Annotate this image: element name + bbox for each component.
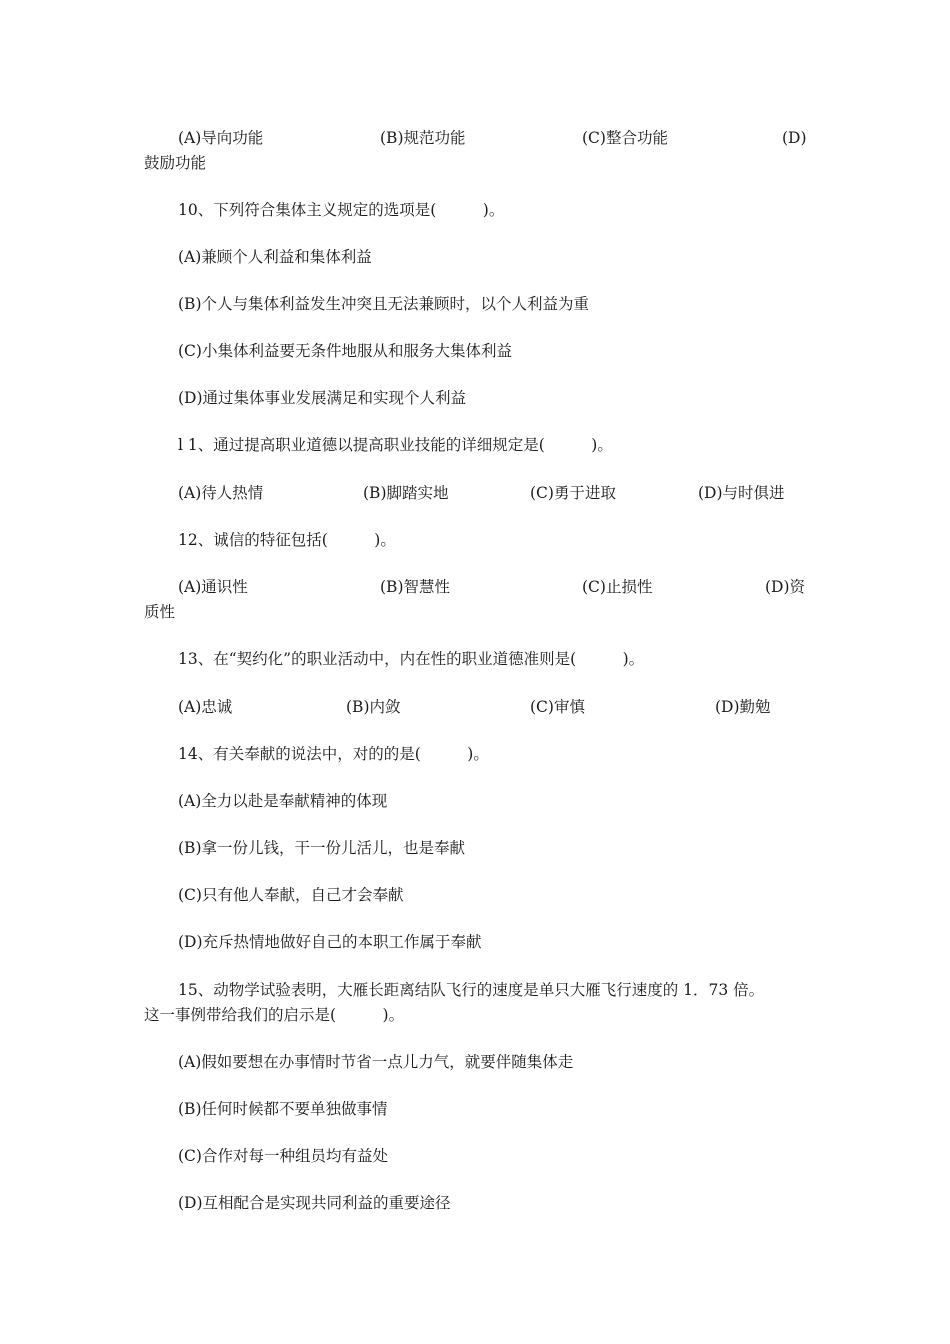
q13-option-c: (C)审慎 <box>530 698 585 716</box>
q12-option-a: (A)通识性 <box>178 578 248 596</box>
q10-option-c: (C)小集体利益要无条件地服从和服务大集体利益 <box>178 342 512 360</box>
q13-stem: 13、在“契约化”的职业活动中，内在性的职业道德准则是( )。 <box>178 650 645 668</box>
q11-options-row <box>0 483 950 503</box>
q9-option-c: (C)整合功能 <box>582 129 668 147</box>
q13-options-row <box>0 697 950 717</box>
q9-option-a: (A)导向功能 <box>178 129 264 147</box>
q9-option-d: (D) <box>782 129 807 147</box>
q12-option-b: (B)智慧性 <box>380 578 450 596</box>
q9-option-b: (B)规范功能 <box>380 129 466 147</box>
q11-option-d: (D)与时俱进 <box>698 484 785 502</box>
q12-option-d-continuation: 质性 <box>144 603 176 621</box>
q14-option-c: (C)只有他人奉献，自己才会奉献 <box>178 886 404 904</box>
q11-option-a: (A)待人热情 <box>178 484 264 502</box>
q10-option-a: (A)兼顾个人利益和集体利益 <box>178 248 372 266</box>
q9-option-d-continuation: 鼓励功能 <box>144 154 207 172</box>
q15-stem-line1: 15、动物学试验表明，大雁长距离结队飞行的速度是单只大雁飞行速度的 1．73 倍。 <box>178 981 765 999</box>
q14-option-a: (A)全力以赴是奉献精神的体现 <box>178 792 388 810</box>
q15-option-d: (D)互相配合是实现共同利益的重要途径 <box>178 1194 451 1212</box>
q11-option-c: (C)勇于进取 <box>530 484 616 502</box>
q13-option-a: (A)忠诚 <box>178 698 233 716</box>
q15-option-a: (A)假如要想在办事情时节省一点儿力气，就要伴随集体走 <box>178 1053 574 1071</box>
q15-stem-line2: 这一事例带给我们的启示是( )。 <box>144 1006 405 1024</box>
q14-option-d: (D)充斥热情地做好自己的本职工作属于奉献 <box>178 933 482 951</box>
q12-option-c: (C)止损性 <box>582 578 653 596</box>
q15-option-c: (C)合作对每一种组员均有益处 <box>178 1147 388 1165</box>
q12-option-d: (D)资 <box>765 578 806 596</box>
q15-option-b: (B)任何时候都不要单独做事情 <box>178 1100 388 1118</box>
q9-options-row <box>0 128 950 148</box>
q11-stem: l 1、通过提高职业道德以提高职业技能的详细规定是( )。 <box>178 436 613 454</box>
q14-option-b: (B)拿一份儿钱，干一份儿活儿，也是奉献 <box>178 839 465 857</box>
q12-stem: 12、诚信的特征包括( )。 <box>178 531 396 549</box>
q10-stem: 10、下列符合集体主义规定的选项是( )。 <box>178 201 505 219</box>
q13-option-d: (D)勤勉 <box>715 698 771 716</box>
q11-option-b: (B)脚踏实地 <box>363 484 449 502</box>
q10-option-d: (D)通过集体事业发展满足和实现个人利益 <box>178 389 467 407</box>
q10-option-b: (B)个人与集体利益发生冲突且无法兼顾时，以个人利益为重 <box>178 295 589 313</box>
q13-option-b: (B)内敛 <box>346 698 401 716</box>
q14-stem: 14、有关奉献的说法中，对的的是( )。 <box>178 745 489 763</box>
q12-options-row <box>0 577 950 597</box>
